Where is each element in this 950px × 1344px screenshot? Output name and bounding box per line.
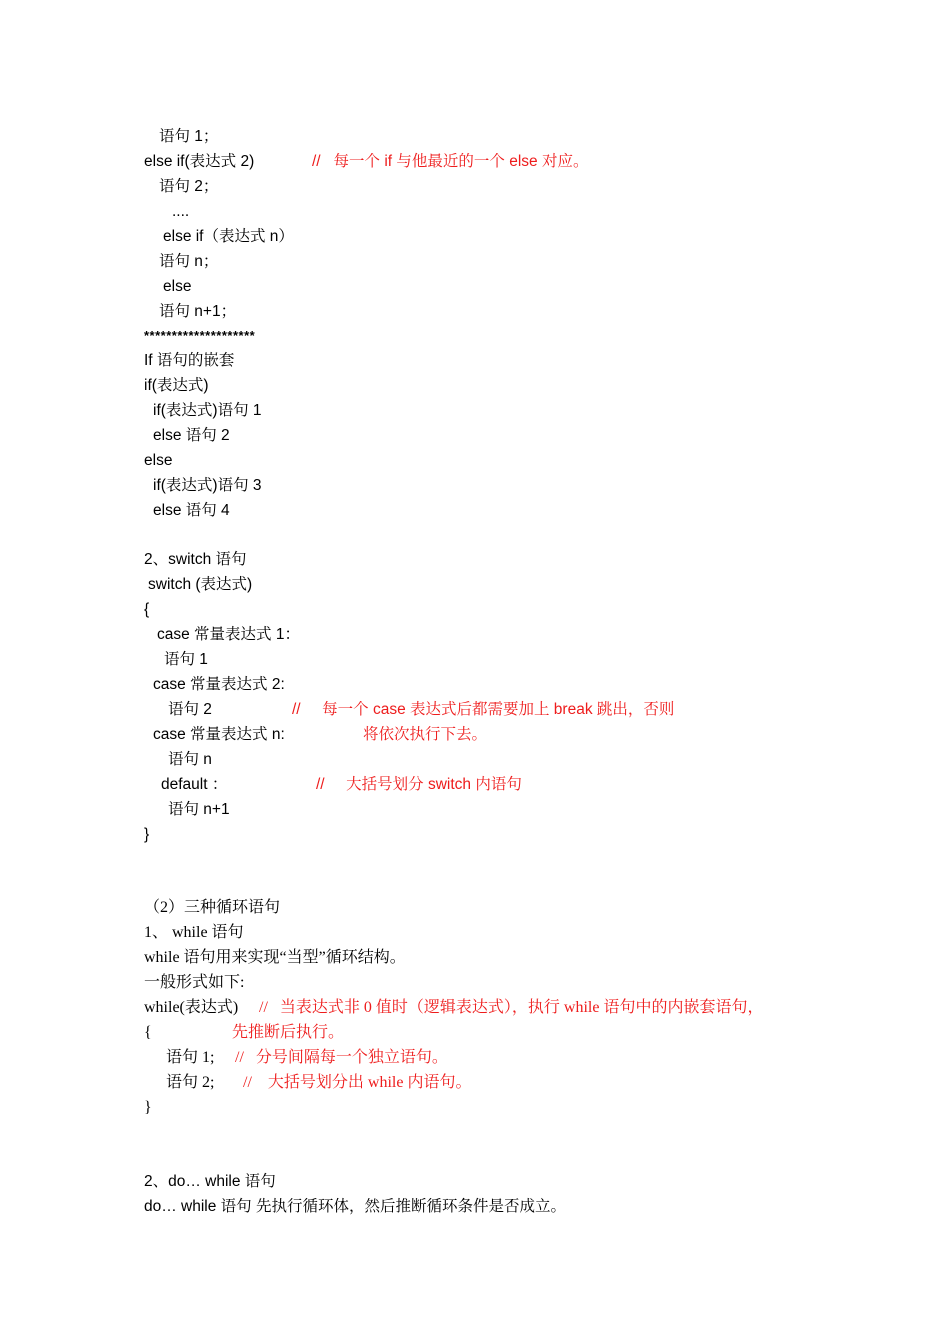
section-heading: 1、 while 语句 — [144, 924, 244, 941]
code-line: default ： — [161, 776, 228, 793]
code-comment: // 大括号划分 switch 内语句 — [316, 776, 522, 793]
code-comment: // 当表达式非 0 值时（逻辑表达式），执行 while 语句中的内嵌套语句， — [259, 999, 764, 1016]
section-heading: If 语句的嵌套 — [144, 352, 235, 369]
separator-line: ******************** — [144, 328, 256, 343]
code-line: if(表达式) — [144, 377, 209, 394]
code-line: 语句 n； — [159, 253, 219, 270]
code-line: 语句 2； — [159, 178, 219, 195]
code-comment: // 分号间隔每一个独立语句。 — [235, 1049, 448, 1066]
code-line: else 语句 2 — [153, 427, 230, 444]
code-line: else if（表达式 n） — [163, 228, 294, 245]
paragraph: while 语句用来实现“当型”循环结构。 — [144, 949, 406, 966]
code-comment: // 每一个 case 表达式后都需要加上 break 跳出，否则 — [292, 701, 675, 718]
code-line: 语句 1; — [166, 1049, 215, 1066]
code-line: .... — [172, 203, 190, 220]
code-line: case 常量表达式 n: — [153, 726, 285, 743]
paragraph: 一般形式如下: — [144, 974, 245, 991]
section-heading: （2）三种循环语句 — [144, 899, 281, 916]
code-line: 语句 2 — [168, 701, 212, 718]
section-heading: 2、switch 语句 — [144, 551, 247, 568]
code-line: 语句 n — [168, 751, 212, 768]
code-line: { — [144, 1024, 152, 1041]
code-line: else — [144, 452, 173, 469]
code-line: if(表达式)语句 1 — [153, 402, 262, 419]
code-comment: // 每一个 if 与他最近的一个 else 对应。 — [312, 153, 589, 170]
code-line: 语句 n+1； — [159, 303, 237, 320]
code-line: } — [144, 826, 150, 843]
section-heading: 2、do… while 语句 — [144, 1173, 276, 1190]
code-line: case 常量表达式 1： — [157, 626, 300, 643]
code-comment: 将依次执行下去。 — [363, 726, 488, 743]
code-comment: // 大括号划分出 while 内语句。 — [243, 1074, 472, 1091]
code-line: switch (表达式) — [148, 576, 253, 593]
code-line: 语句 1； — [159, 128, 219, 145]
code-line: { — [144, 601, 150, 618]
paragraph: do… while 语句 先执行循环体，然后推断循环条件是否成立。 — [144, 1198, 566, 1215]
code-line: 语句 2; — [166, 1074, 215, 1091]
code-line: 语句 n+1 — [168, 801, 230, 818]
code-line: else 语句 4 — [153, 502, 230, 519]
code-line: else if(表达式 2) — [144, 153, 255, 170]
code-line: if(表达式)语句 3 — [153, 477, 262, 494]
code-line: while(表达式) — [144, 999, 239, 1016]
code-line: } — [144, 1099, 152, 1116]
code-line: case 常量表达式 2: — [153, 676, 285, 693]
code-comment: 先推断后执行。 — [232, 1024, 345, 1041]
code-line: 语句 1 — [164, 651, 208, 668]
code-line: else — [163, 278, 192, 295]
